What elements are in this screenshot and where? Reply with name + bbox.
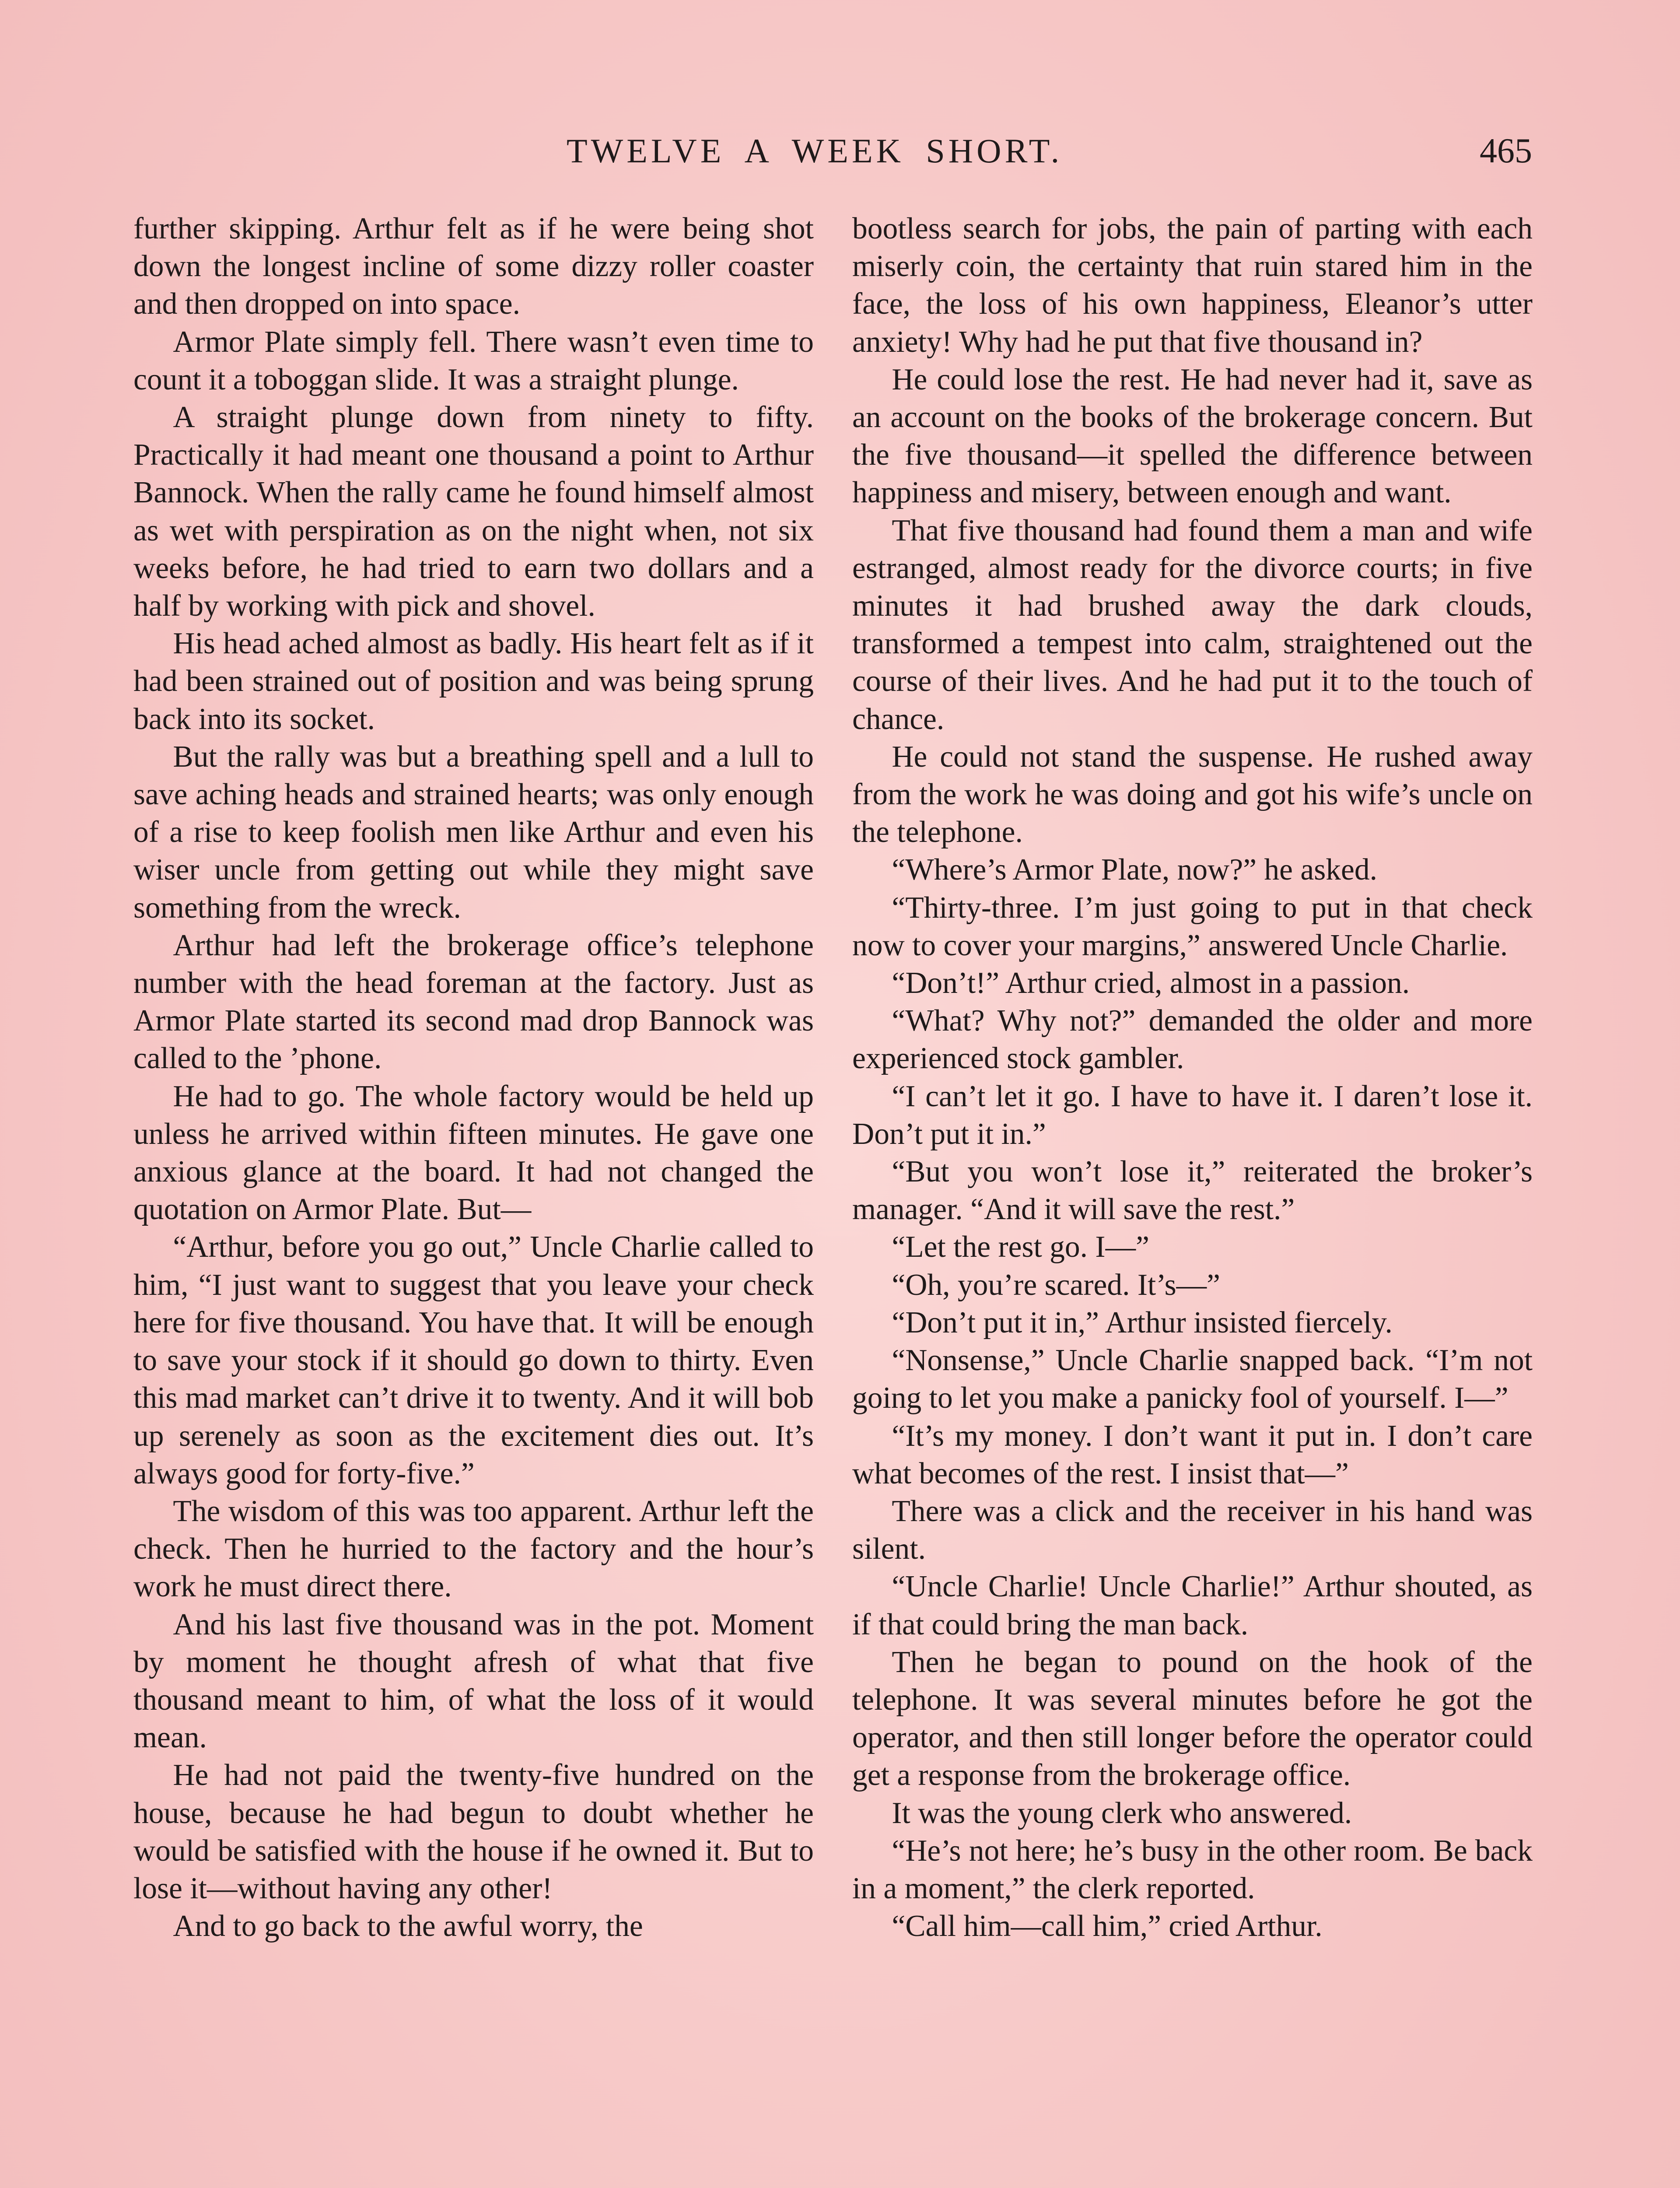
paragraph: It was the young clerk who answered. [892,1796,1352,1830]
paragraph: “Thirty-three. I’m just going to put in that check now to cover your margins,” answered Uncle Charlie. [852,891,1533,962]
paragraph: further skipping. Arthur felt as if he were being shot down the longest incline of some dizzy roller coaster and then dropped on into space. [133,212,814,321]
paragraph: There was a click and the receiver in his hand was silent. [852,1494,1533,1566]
paragraph: “Oh, you’re scared. It’s—” [892,1268,1221,1302]
paragraph: “I can’t let it go. I have to have it. I daren’t lose it. Don’t put it in.” [852,1079,1533,1151]
paragraph: A straight plunge down from ninety to fifty. Practically it had meant one thousand a point to Arthur Bannock. When the rally came he found himself almost as wet with perspiration as on the night when, not six weeks before, he had tried to earn two dollars and a half by working with pick and shovel. [133,400,814,623]
paragraph: Then he began to pound on the hook of the telephone. It was several minutes before he got the operator, and then still longer before the operator could get a response from the brokerage office. [852,1645,1533,1792]
paragraph: “What? Why not?” demanded the older and more experienced stock gambler. [852,1004,1533,1076]
page-header [0,131,1680,179]
paragraph: But the rally was but a breathing spell and a lull to save aching heads and strained hearts; was only enough of a rise to keep foolish men like Arthur and even his wiser uncle from getting out while they might save something from the wreck. [133,740,814,925]
paragraph: His head ached almost as badly. His heart felt as if it had been strained out of position and was being sprung back into its socket. [133,627,814,736]
running-title: TWELVE A WEEK SHORT. [567,132,1063,170]
left-text-column [133,210,814,1945]
paragraph: “Nonsense,” Uncle Charlie snapped back. “I’m not going to let you make a panicky fool of yourself. I—” [852,1343,1533,1415]
paragraph: “Call him—call him,” cried Arthur. [892,1909,1323,1943]
paragraph: That five thousand had found them a man and wife estranged, almost ready for the divorce courts; in five minutes it had brushed away the dark clouds, transformed a tempest into calm, straightened out the course of their lives. And he had put it to the touch of chance. [852,513,1533,736]
paragraph: “Don’t put it in,” Arthur insisted fiercely. [892,1305,1393,1339]
paragraph: He could lose the rest. He had never had it, save as an account on the books of the brokerage concern. But the five thousand—it spelled the difference between happiness and misery, between enough and want. [852,362,1533,510]
paragraph: He had not paid the twenty-five hundred on the house, because he had begun to doubt whether he would be satisfied with the house if he owned it. But to lose it—without having any other! [133,1758,814,1905]
paragraph: Armor Plate simply fell. There wasn’t even time to count it a toboggan slide. It was a straight plunge. [133,325,814,396]
paragraph: The wisdom of this was too apparent. Arthur left the check. Then he hurried to the factory and the hour’s work he must direct there. [133,1494,814,1604]
right-text-column [852,210,1533,1945]
paragraph: “It’s my money. I don’t want it put in. I don’t care what becomes of the rest. I insist that—” [852,1419,1533,1490]
paragraph: And his last five thousand was in the pot. Moment by moment he thought afresh of what that five thousand meant to him, of what the loss of it would mean. [133,1607,814,1755]
paragraph: He could not stand the suspense. He rushed away from the work he was doing and got his wife’s uncle on the telephone. [852,740,1533,849]
paragraph: He had to go. The whole factory would be held up unless he arrived within fifteen minutes. He gave one anxious glance at the board. It had not changed the quotation on Armor Plate. But— [133,1079,814,1227]
paragraph: “Where’s Armor Plate, now?” he asked. [892,853,1378,887]
paragraph: And to go back to the awful worry, the [173,1909,643,1943]
paragraph: “But you won’t lose it,” reiterated the broker’s manager. “And it will save the rest.” [852,1155,1533,1227]
paragraph: “Don’t!” Arthur cried, almost in a passion. [892,966,1410,1000]
paragraph: “Uncle Charlie! Uncle Charlie!” Arthur shouted, as if that could bring the man back. [852,1570,1533,1641]
paragraph: bootless search for jobs, the pain of parting with each miserly coin, the certainty that ruin stared him in the face, the loss of his own happiness, Eleanor’s utter anxiety! Why had he put that five thousand in? [852,212,1533,359]
page-number: 465 [1480,132,1532,170]
paragraph: “Let the rest go. I—” [892,1230,1149,1264]
paragraph: “Arthur, before you go out,” Uncle Charlie called to him, “I just want to suggest that you leave your check here for five thousand. You have that. It will be enough to save your stock if it should go down to thirty. Even this mad market can’t drive it to twenty. And it will bob up serenely as soon as the excitement dies out. It’s always good for forty-five.” [133,1230,814,1490]
paragraph: Arthur had left the brokerage office’s telephone number with the head foreman at the factory. Just as Armor Plate started its second mad drop Bannock was called to the ’phone. [133,928,814,1076]
paragraph: “He’s not here; he’s busy in the other room. Be back in a moment,” the clerk reported. [852,1834,1533,1905]
